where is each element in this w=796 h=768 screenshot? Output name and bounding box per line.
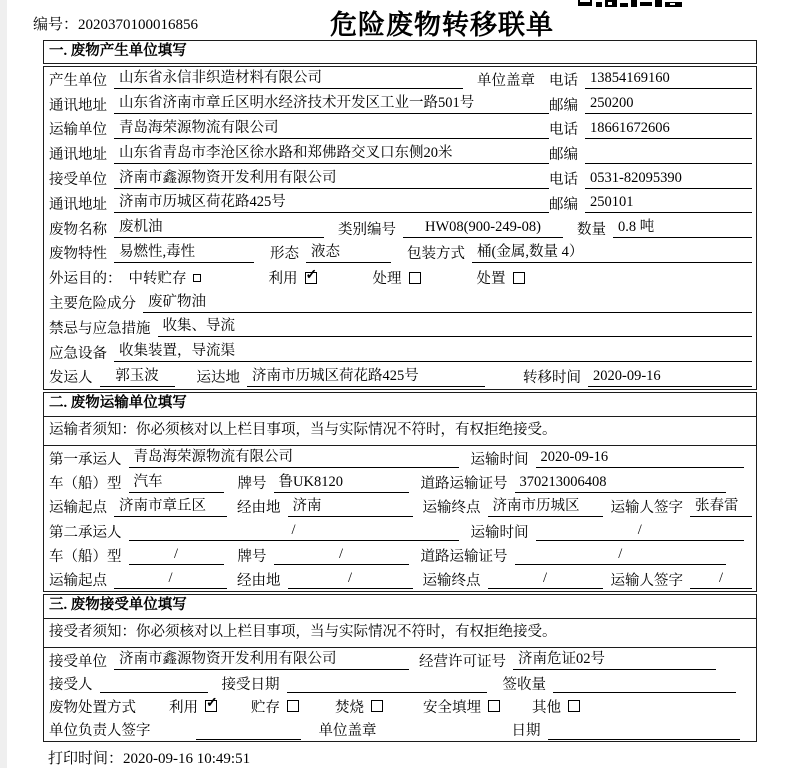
purpose-treat-checkbox: [409, 272, 421, 284]
disposal-option-landfill-label: 安全填埋: [423, 699, 481, 716]
waste-qty-label: 数量: [577, 221, 606, 238]
carrier2-sign-value: /: [690, 569, 752, 589]
accept-date-label: 接受日期: [221, 676, 280, 693]
disposal-option-store: [251, 696, 299, 717]
shipper-value: 郭玉波: [100, 367, 175, 387]
sign-value: [196, 720, 301, 740]
equipment-value: 收集装置，导流渠: [114, 342, 752, 362]
carrier2-origin-value: /: [114, 569, 227, 589]
carrier2-origin-label: 运输起点: [49, 572, 107, 589]
producer-phone-value: 13854169160: [585, 69, 752, 89]
accept-date-value: [287, 673, 487, 693]
hazard-row: [44, 290, 756, 315]
waste-qty-value: 0.8 吨: [613, 218, 752, 238]
producer-zip-value: 250200: [585, 94, 752, 114]
taboo-row: [44, 315, 756, 340]
accept-unit-value: 济南市鑫源物资开发利用有限公司: [114, 650, 409, 670]
carrier1-origin-value: 济南市章丘区: [114, 497, 227, 517]
carrier1-sign-value: 张春雷: [690, 497, 752, 517]
disposal-store-checkbox: [287, 700, 299, 712]
carrier1-vehicle-value: 汽车: [129, 473, 224, 493]
producer-value: 山东省永信非织造材料有限公司: [114, 69, 463, 89]
disposal-option-other-label: 其他: [532, 699, 561, 716]
carrier1-origin-label: 运输起点: [49, 500, 107, 517]
purpose-option-use: [269, 267, 317, 288]
carrier1-license-label: 道路运输证号: [420, 476, 508, 493]
producer-zip-label: 邮编: [549, 97, 578, 114]
transporter-phone-value: 18661672606: [585, 119, 752, 139]
purpose-option-dispose: [477, 267, 525, 288]
receipt-row: [44, 672, 756, 695]
receiver-address-row: [44, 191, 756, 216]
waste-name-label: 废物名称: [49, 221, 107, 238]
section3-notice: 接受者须知：你必须核对以上栏目事项，当与实际情况不符时，有权拒绝接受。: [44, 619, 756, 648]
disposal-option-use: [169, 696, 217, 717]
producer-address-value: 山东省济南市章丘区明水经济技术开发区工业一路501号: [114, 94, 549, 114]
carrier1-vehicle-row: [44, 471, 756, 495]
section3-title: 三. 废物接受单位填写: [44, 595, 756, 619]
receiver-address-label: 通讯地址: [49, 196, 107, 213]
transporter-zip-label: 邮编: [549, 147, 578, 164]
section1-body: [43, 66, 757, 390]
page-title: 危险废物转移联单: [330, 10, 554, 40]
carrier1-row: [44, 446, 756, 470]
carrier2-plate-label: 牌号: [237, 548, 267, 565]
receiver-row: [44, 166, 756, 191]
carrier2-plate-value: /: [274, 545, 409, 565]
purpose-use-checkbox: [305, 272, 317, 284]
accept-amount-value: [553, 673, 736, 693]
waste-name-row: [44, 216, 756, 241]
equipment-row: [44, 340, 756, 365]
disposal-row: [44, 695, 756, 718]
purpose-option-treat-label: 处理: [372, 271, 402, 288]
waste-props-row: [44, 241, 756, 266]
carrier2-time-label: 运输时间: [470, 524, 529, 541]
carrier1-end-value: 济南市历城区: [488, 497, 603, 517]
carrier1-via-value: 济南: [288, 497, 413, 517]
accept-unit-label: 接受单位: [49, 653, 107, 670]
transporter-row: [44, 117, 756, 142]
purpose-option-treat: [373, 267, 421, 288]
section2-notice: 运输者须知：你必须核对以上栏目事项，当与实际情况不符时，有权拒绝接受。: [44, 417, 756, 446]
carrier2-row: [44, 519, 756, 543]
producer-phone-label: 电话: [549, 72, 578, 89]
taboo-label: 禁忌与应急措施: [49, 320, 151, 337]
serial-value: 2020370100016856: [78, 17, 199, 33]
transporter-address-value: 山东省青岛市李沧区徐水路和郑佛路交叉口东侧20米: [114, 144, 549, 164]
disposal-option-burn: [335, 696, 383, 717]
section3: [43, 594, 757, 742]
disposal-option-other: [532, 696, 580, 717]
carrier2-via-label: 经由地: [237, 572, 281, 589]
equipment-label: 应急设备: [49, 345, 107, 362]
carrier2-vehicle-row: [44, 543, 756, 567]
disposal-other-checkbox: [568, 700, 580, 712]
receiver-phone-value: 0531-82095390: [585, 169, 752, 189]
purpose-row: [44, 265, 756, 290]
sign-seal-label: 单位盖章: [318, 723, 377, 740]
receiver-phone-label: 电话: [549, 172, 578, 189]
transporter-value: 青岛海荣源物流有限公司: [114, 119, 549, 139]
purpose-option-dispose-label: 处置: [476, 271, 506, 288]
carrier2-end-label: 运输终点: [422, 572, 481, 589]
disposal-burn-checkbox: [371, 700, 383, 712]
disposal-landfill-checkbox: [488, 700, 500, 712]
transporter-label: 运输单位: [49, 122, 107, 139]
transporter-zip-value: [585, 144, 752, 164]
accept-license-value: 济南危证02号: [513, 650, 716, 670]
carrier1-label: 第一承运人: [49, 451, 122, 468]
accept-unit-row: [44, 648, 756, 671]
receiver-address-value: 济南市历城区荷花路425号: [114, 193, 549, 213]
carrier1-route-row: [44, 495, 756, 519]
waste-pack-value: 桶(金属,数量 4）: [472, 243, 752, 263]
disposal-option-landfill: [423, 696, 500, 717]
waste-name-value: 废机油: [114, 218, 324, 238]
section2: [43, 392, 757, 592]
waste-pack-label: 包装方式: [407, 246, 465, 263]
purpose-label: 外运目的：: [49, 271, 122, 288]
receiver-label: 接受单位: [49, 172, 107, 189]
print-time: [43, 747, 757, 768]
carrier2-label: 第二承运人: [49, 524, 122, 541]
serial-label: 编号：: [33, 17, 79, 33]
sign-date-value: [548, 720, 741, 740]
carrier1-time-value: 2020-09-16: [536, 448, 745, 468]
carrier1-license-value: 370213006408: [515, 473, 727, 493]
carrier2-via-value: /: [288, 569, 413, 589]
form-body: [43, 40, 757, 768]
accept-license-label: 经营许可证号: [419, 653, 506, 670]
carrier2-route-row: [44, 567, 756, 591]
shipper-row: [44, 365, 756, 390]
carrier2-vehicle-label: 车（船）型: [49, 548, 122, 565]
print-time-label: 打印时间：: [48, 751, 124, 768]
carrier1-end-label: 运输终点: [422, 500, 481, 517]
shipper-time-value: 2020-09-16: [588, 367, 752, 387]
hazard-label: 主要危险成分: [49, 296, 136, 313]
waste-form-value: 液态: [306, 243, 391, 263]
purpose-option-use-label: 利用: [268, 271, 298, 288]
accept-person-value: [100, 673, 208, 693]
carrier2-sign-label: 运输人签字: [610, 572, 683, 589]
shipper-dest-label: 运达地: [196, 370, 240, 387]
producer-address-row: [44, 92, 756, 117]
sign-row: [44, 718, 756, 741]
waste-props-value: 易燃性,毒性: [114, 243, 254, 263]
purpose-transfer-checkbox: [193, 274, 201, 282]
disposal-option-use-label: 利用: [169, 699, 198, 716]
purpose-dispose-checkbox: [513, 272, 525, 284]
waste-props-label: 废物特性: [49, 246, 107, 263]
hazard-value: 废矿物油: [143, 293, 752, 313]
carrier2-time-value: /: [536, 521, 745, 541]
print-time-value: 2020-09-16 10:49:51: [123, 751, 251, 768]
purpose-option-transfer-label: 中转贮存: [128, 271, 187, 288]
carrier2-license-label: 道路运输证号: [420, 548, 508, 565]
waste-code-value: HW08(900-249-08): [403, 218, 563, 238]
waste-code-label: 类别编号: [338, 221, 396, 238]
carrier2-vehicle-value: /: [129, 545, 224, 565]
carrier1-plate-label: 牌号: [237, 476, 267, 493]
carrier2-license-value: /: [515, 545, 727, 565]
transporter-address-row: [44, 141, 756, 166]
carrier1-via-label: 经由地: [237, 500, 281, 517]
producer-seal-label: 单位盖章: [477, 72, 535, 89]
purpose-option-transfer: [129, 267, 201, 288]
disposal-option-burn-label: 焚烧: [335, 699, 364, 716]
document-header: [0, 0, 796, 40]
carrier1-time-label: 运输时间: [470, 451, 529, 468]
serial-number: [33, 13, 198, 34]
carrier1-value: 青岛海荣源物流有限公司: [129, 448, 459, 468]
producer-row: [44, 67, 756, 92]
sign-date-label: 日期: [511, 723, 541, 740]
receiver-zip-value: 250101: [585, 193, 752, 213]
shipper-dest-value: 济南市历城区荷花路425号: [247, 367, 485, 387]
section1-title: 一. 废物产生单位填写: [43, 40, 757, 64]
disposal-use-checkbox: [205, 700, 217, 712]
accept-amount-label: 签收量: [502, 676, 546, 693]
disposal-option-store-label: 贮存: [251, 699, 280, 716]
taboo-value: 收集、导流: [158, 317, 753, 337]
disposal-label: 废物处置方式: [49, 699, 136, 716]
transporter-phone-label: 电话: [549, 122, 578, 139]
carrier2-end-value: /: [488, 569, 603, 589]
accept-person-label: 接受人: [49, 676, 93, 693]
transporter-address-label: 通讯地址: [49, 147, 107, 164]
receiver-zip-label: 邮编: [549, 196, 578, 213]
receiver-value: 济南市鑫源物资开发利用有限公司: [114, 169, 549, 189]
section2-title: 二. 废物运输单位填写: [44, 393, 756, 417]
carrier1-plate-value: 鲁UK8120: [274, 473, 409, 493]
carrier1-vehicle-label: 车（船）型: [49, 476, 122, 493]
carrier2-value: /: [129, 521, 459, 541]
producer-label: 产生单位: [49, 72, 107, 89]
waste-form-label: 形态: [270, 246, 299, 263]
shipper-label: 发运人: [49, 370, 93, 387]
producer-address-label: 通讯地址: [49, 97, 107, 114]
sign-label: 单位负责人签字: [49, 723, 151, 740]
scan-edge-strip: [0, 0, 7, 768]
shipper-time-label: 转移时间: [523, 370, 581, 387]
carrier1-sign-label: 运输人签字: [610, 500, 683, 517]
